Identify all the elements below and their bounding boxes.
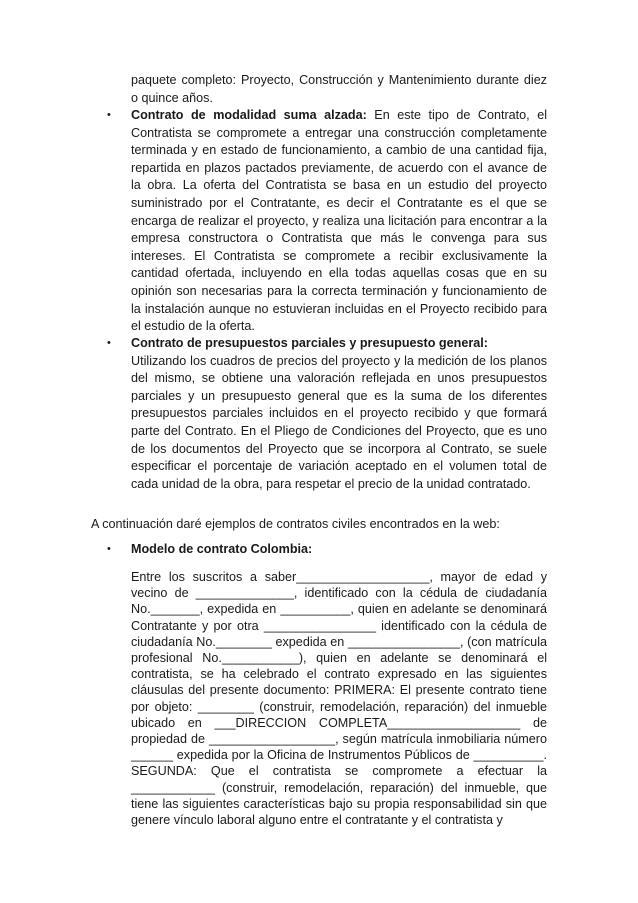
item-body: Utilizando los cuadros de precios del proyecto y la medición de los planos del mismo, se obtiene una valoración reflejada en unos presupuestos parciales y un presupuesto general que es la suma de los diferentes presupuestos parciales incluidos en el proyecto recibido y que formará parte del Contrato. En el Pliego de Condiciones del Proyecto, que es uno de los documentos del Proyecto que se incorpora al Contrato, se suele especificar el porcentaje de variación aceptado en el volumen total de cada unidad de la obra, para respetar el precio de la unidad contratado. [131,353,547,491]
intro-paragraph: A continuación daré ejemplos de contratos civiles encontrados en la web: [91,517,500,531]
item-body: En este tipo de Contrato, el Contratista se compromete a entregar una construcción completamente terminada y en estado de funcionamiento, a cambio de una cantidad fija, repartida en plazos pactados previamente, de acuerdo con el avance de la obra. La oferta del Contratista se basa en un estudio del proyecto suministrado por el Contratante, es decir el Contratante es el que se encarga de realizar el proyecto, y realiza una licitación para encontrar a la empresa constructora o Contratista que más le convenga para sus intereses. El Contratista se compromete a recibir exclusivamente la cantidad ofertada, incluyendo en ella todas aquellas cosas que en su opinión son necesarias para la correcta terminación y funcionamiento de la instalación aunque no estuvieran incluidas en el Proyecto recibido para el estudio de la oferta. [131,108,547,334]
item-title: Contrato de presupuestos parciales y presupuesto general: [131,336,488,350]
list-item [131,335,547,493]
list-item [131,107,547,336]
contract-model-text: Entre los suscritos a saber___________________, mayor de edad y vecino de ______________, identificado con la cédula de ciudadanía No._______, expedida en __________, quien en adelante se denominará Contratante y por otra ________________ identificado con la cédula de ciudadanía No.________ expedida en ________________, (con matrícula profesional No.___________), quien en adelante se denominará el contratista, se ha celebrado el contrato expresado en las siguientes cláusulas del presente documento: PRIMERA: El presente contrato tiene por objeto: ________ (construir, remodelación, reparación) del inmueble ubicado en ___DIRECCION COMPLETA___________________ de propiedad de __________________, según matrícula inmobiliaria número ______ expedida por la Oficina de Instrumentos Públicos de __________. SEGUNDA: Que el contratista se compromete a efectuar la ____________ (construir, remodelación, reparación) del inmueble, que tiene las siguientes características bajo su propia responsabilidad sin que genere vínculo laboral alguno entre el contratante y el contratista y [131,570,547,828]
bullet-icon: • [107,109,111,121]
first-item-continuation: paquete completo: Proyecto, Construcción y Mantenimiento durante diez o quince años. [131,73,547,105]
item-title: Contrato de modalidad suma alzada: [131,108,367,122]
bullet-icon: • [107,337,111,349]
model-title: Modelo de contrato Colombia: [131,542,313,556]
bullet-icon: • [107,543,111,555]
